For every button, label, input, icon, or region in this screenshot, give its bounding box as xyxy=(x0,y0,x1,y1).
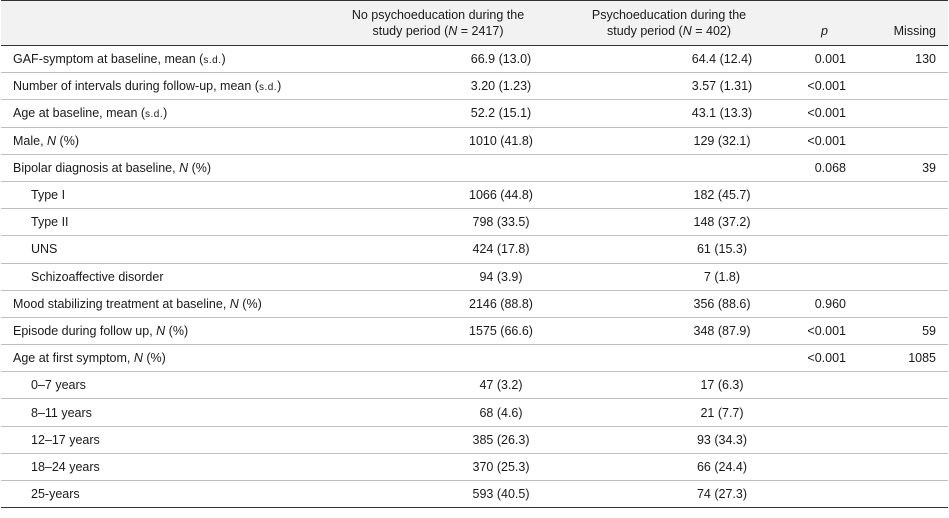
table-row xyxy=(1,181,948,208)
table-row xyxy=(1,154,948,181)
p-value xyxy=(781,399,868,426)
p-value xyxy=(781,426,868,453)
table-row xyxy=(1,46,948,73)
table-row xyxy=(1,481,948,508)
no-psychoeducation-value xyxy=(319,154,557,181)
psychoeducation-value: 17 (6.3) xyxy=(557,372,781,399)
header-missing: Missing xyxy=(868,1,948,46)
p-value xyxy=(781,263,868,290)
no-psychoeducation-value: 385 (26.3) xyxy=(319,426,557,453)
row-label: Number of intervals during follow-up, mean (s.d.) xyxy=(1,73,319,100)
p-value xyxy=(781,453,868,480)
table-row xyxy=(1,372,948,399)
psychoeducation-value: 129 (32.1) xyxy=(557,127,781,154)
psychoeducation-value: 182 (45.7) xyxy=(557,181,781,208)
no-psychoeducation-value: 1010 (41.8) xyxy=(319,127,557,154)
missing-count xyxy=(868,100,948,127)
missing-count xyxy=(868,73,948,100)
table-row xyxy=(1,73,948,100)
p-value: 0.001 xyxy=(781,46,868,73)
no-psychoeducation-value: 593 (40.5) xyxy=(319,481,557,508)
row-label: Type I xyxy=(1,181,319,208)
no-psychoeducation-value xyxy=(319,345,557,372)
psychoeducation-value: 43.1 (13.3) xyxy=(557,100,781,127)
row-label: 12–17 years xyxy=(1,426,319,453)
row-label: Type II xyxy=(1,209,319,236)
p-value xyxy=(781,209,868,236)
table-header-row xyxy=(1,1,948,46)
psychoeducation-value: 348 (87.9) xyxy=(557,317,781,344)
table-row xyxy=(1,290,948,317)
p-value: <0.001 xyxy=(781,317,868,344)
no-psychoeducation-value: 47 (3.2) xyxy=(319,372,557,399)
psychoeducation-value: 66 (24.4) xyxy=(557,453,781,480)
table-row xyxy=(1,236,948,263)
no-psychoeducation-value: 424 (17.8) xyxy=(319,236,557,263)
no-psychoeducation-value: 2146 (88.8) xyxy=(319,290,557,317)
table-row xyxy=(1,127,948,154)
header-p-value: p xyxy=(781,1,868,46)
row-label: Male, N (%) xyxy=(1,127,319,154)
no-psychoeducation-value: 66.9 (13.0) xyxy=(319,46,557,73)
no-psychoeducation-value: 52.2 (15.1) xyxy=(319,100,557,127)
missing-count: 59 xyxy=(868,317,948,344)
p-value xyxy=(781,372,868,399)
no-psychoeducation-value: 370 (25.3) xyxy=(319,453,557,480)
baseline-characteristics-table xyxy=(1,0,948,508)
table-row xyxy=(1,263,948,290)
no-psychoeducation-value: 1066 (44.8) xyxy=(319,181,557,208)
missing-count xyxy=(868,127,948,154)
psychoeducation-value xyxy=(557,154,781,181)
missing-count xyxy=(868,263,948,290)
p-value: 0.960 xyxy=(781,290,868,317)
psychoeducation-value: 148 (37.2) xyxy=(557,209,781,236)
table-row xyxy=(1,345,948,372)
no-psychoeducation-value: 798 (33.5) xyxy=(319,209,557,236)
no-psychoeducation-value: 94 (3.9) xyxy=(319,263,557,290)
row-label: 8–11 years xyxy=(1,399,319,426)
row-label: Bipolar diagnosis at baseline, N (%) xyxy=(1,154,319,181)
row-label: 0–7 years xyxy=(1,372,319,399)
header-psychoeducation: Psychoeducation during the study period (N = 402) xyxy=(557,1,781,46)
missing-count: 130 xyxy=(868,46,948,73)
missing-count xyxy=(868,181,948,208)
psychoeducation-value: 74 (27.3) xyxy=(557,481,781,508)
table-row xyxy=(1,399,948,426)
table-row xyxy=(1,209,948,236)
psychoeducation-value: 61 (15.3) xyxy=(557,236,781,263)
row-label: GAF-symptom at baseline, mean (s.d.) xyxy=(1,46,319,73)
missing-count xyxy=(868,481,948,508)
psychoeducation-value: 93 (34.3) xyxy=(557,426,781,453)
psychoeducation-value: 64.4 (12.4) xyxy=(557,46,781,73)
row-label: UNS xyxy=(1,236,319,263)
missing-count xyxy=(868,426,948,453)
missing-count: 39 xyxy=(868,154,948,181)
p-value: <0.001 xyxy=(781,345,868,372)
missing-count xyxy=(868,236,948,263)
row-label: Mood stabilizing treatment at baseline, N (%) xyxy=(1,290,319,317)
missing-count: 1085 xyxy=(868,345,948,372)
no-psychoeducation-value: 1575 (66.6) xyxy=(319,317,557,344)
p-value: 0.068 xyxy=(781,154,868,181)
row-label: 25-years xyxy=(1,481,319,508)
p-value xyxy=(781,481,868,508)
no-psychoeducation-value: 3.20 (1.23) xyxy=(319,73,557,100)
table-row xyxy=(1,426,948,453)
missing-count xyxy=(868,290,948,317)
row-label: Age at baseline, mean (s.d.) xyxy=(1,100,319,127)
row-label: Episode during follow up, N (%) xyxy=(1,317,319,344)
psychoeducation-value: 7 (1.8) xyxy=(557,263,781,290)
psychoeducation-value xyxy=(557,345,781,372)
missing-count xyxy=(868,453,948,480)
p-value xyxy=(781,181,868,208)
table-row xyxy=(1,100,948,127)
table-row xyxy=(1,317,948,344)
p-value: <0.001 xyxy=(781,73,868,100)
missing-count xyxy=(868,372,948,399)
header-label-cell xyxy=(1,1,319,46)
p-value: <0.001 xyxy=(781,100,868,127)
p-value xyxy=(781,236,868,263)
table-row xyxy=(1,453,948,480)
psychoeducation-value: 356 (88.6) xyxy=(557,290,781,317)
row-label: Age at first symptom, N (%) xyxy=(1,345,319,372)
row-label: 18–24 years xyxy=(1,453,319,480)
missing-count xyxy=(868,399,948,426)
no-psychoeducation-value: 68 (4.6) xyxy=(319,399,557,426)
row-label: Schizoaffective disorder xyxy=(1,263,319,290)
psychoeducation-value: 3.57 (1.31) xyxy=(557,73,781,100)
missing-count xyxy=(868,209,948,236)
psychoeducation-value: 21 (7.7) xyxy=(557,399,781,426)
p-value: <0.001 xyxy=(781,127,868,154)
header-no-psychoeducation: No psychoeducation during the study period (N = 2417) xyxy=(319,1,557,46)
